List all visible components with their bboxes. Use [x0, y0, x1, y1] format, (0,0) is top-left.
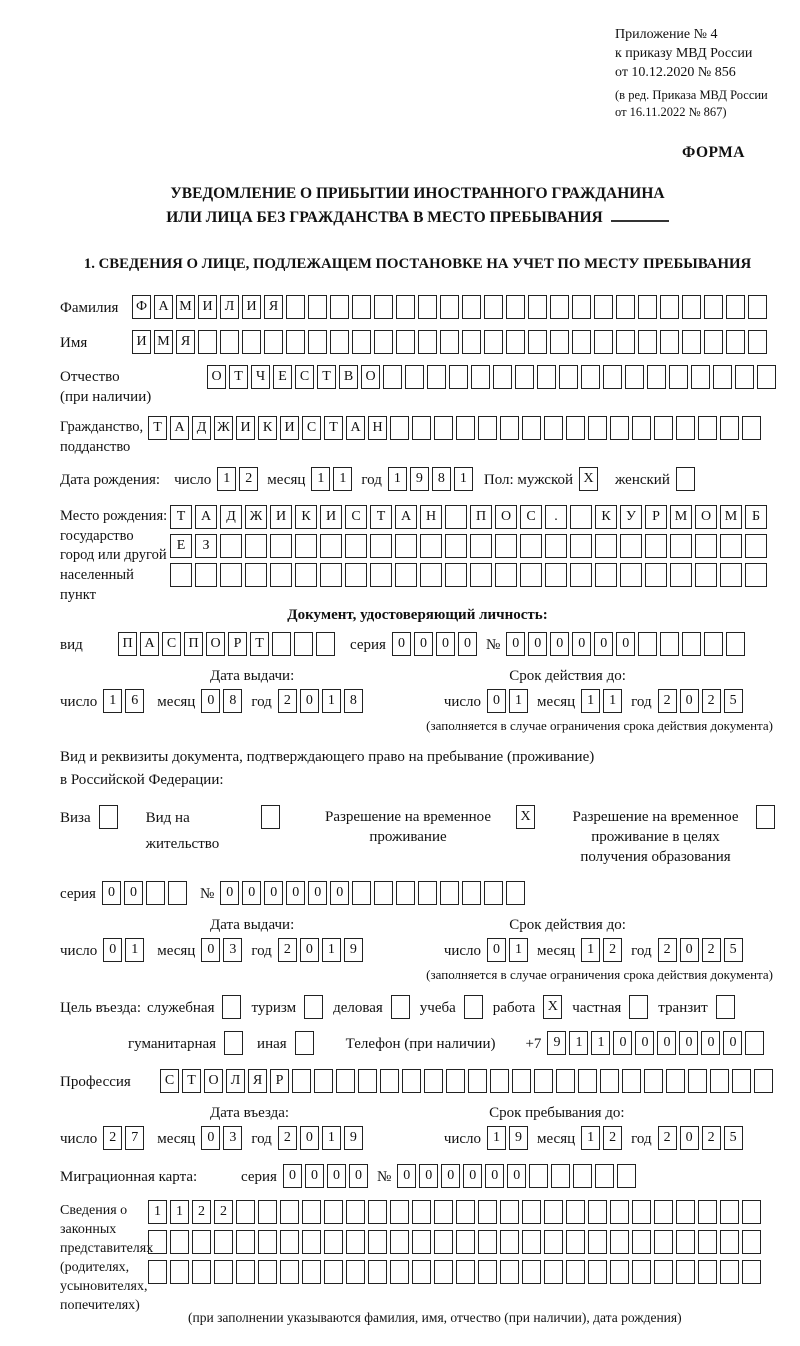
residence-issue-year[interactable]: 2 0 1 9 [278, 938, 366, 962]
sex-female-checkbox[interactable] [676, 467, 698, 491]
purpose-transit-checkbox[interactable] [716, 995, 735, 1019]
doc-number-boxes[interactable]: 0 0 0 0 0 0 [506, 632, 748, 656]
stay-day-label: число [443, 1131, 482, 1148]
temp-residence-checkbox[interactable]: X [516, 805, 535, 829]
doc-type-label: вид [60, 637, 83, 654]
representatives-label-line5: усыновителях, [60, 1278, 148, 1294]
issue-month-label: месяц [157, 694, 196, 711]
migration-number-boxes[interactable]: 0 0 0 0 0 0 [397, 1164, 639, 1188]
birthplace-boxes[interactable] [170, 505, 770, 592]
residence-permit-checkbox[interactable] [261, 805, 280, 829]
purpose-humanitarian [128, 1031, 243, 1057]
firstname-boxes[interactable]: И М Я [132, 330, 770, 354]
entry-day-label: число [60, 1131, 98, 1148]
stay-until-day[interactable]: 1 9 [487, 1126, 531, 1150]
firstname-label: Имя [60, 334, 88, 351]
birthplace-label [60, 505, 170, 605]
birth-year-boxes[interactable]: 1 9 8 1 [388, 467, 476, 491]
purpose-other [257, 1031, 314, 1057]
purpose-business-label: деловая [333, 1000, 383, 1017]
patronymic-label-line2: (при наличии) [60, 388, 152, 405]
representatives-label-line6: попечителях) [60, 1297, 140, 1313]
residence-permit-label: Вид на жительство [145, 809, 220, 852]
birthplace-row-2[interactable]: Е З [170, 534, 770, 558]
representatives-label-line1: Сведения о [60, 1203, 128, 1219]
res-expiry-year-label: год [631, 943, 652, 960]
citizenship-label [60, 416, 148, 457]
birthplace-label-line4: населенный пункт [60, 567, 134, 603]
migration-series-boxes[interactable]: 0 0 0 0 [283, 1164, 371, 1188]
doc-issue-year[interactable]: 2 0 1 8 [278, 689, 366, 713]
purpose-humanitarian-checkbox[interactable] [224, 1031, 243, 1055]
representatives-boxes[interactable] [148, 1200, 764, 1326]
doc-issue-month[interactable]: 0 8 [201, 689, 245, 713]
purpose-humanitarian-label: гуманитарная [128, 1036, 217, 1053]
purpose-label: Цель въезда: [60, 1000, 141, 1017]
res-expiry-month-label: месяц [537, 943, 576, 960]
purpose-work-checkbox[interactable]: X [543, 995, 562, 1019]
citizenship-boxes[interactable]: Т А Д Ж И К И С Т А Н [148, 416, 764, 440]
purpose-study-checkbox[interactable] [464, 995, 483, 1019]
section-1-heading: 1. СВЕДЕНИЯ О ЛИЦЕ, ПОДЛЕЖАЩЕМ ПОСТАНОВКЕ НА УЧЕТ ПО МЕСТУ ПРЕБЫВАНИЯ [83, 255, 752, 272]
birth-day-boxes[interactable]: 1 2 [217, 467, 261, 491]
representatives-row-3[interactable] [148, 1260, 764, 1284]
purpose-tourism-checkbox[interactable] [304, 995, 323, 1019]
temp-residence-option [308, 805, 535, 848]
citizenship-label-line2: подданство [60, 438, 131, 455]
appendix-line: от 10.12.2020 № 856 [615, 64, 736, 80]
representatives-label-line3: представителях [60, 1241, 154, 1257]
residence-series-label: серия [60, 886, 96, 903]
appendix-note-line: от 16.11.2022 № 867) [615, 105, 727, 120]
purpose-transit [658, 995, 734, 1021]
residence-expiry-note: (заполняется в случае ограничения срока действия документа) [426, 967, 773, 983]
patronymic-label-line1: Отчество [60, 368, 120, 385]
residence-doc-intro [60, 746, 775, 793]
purpose-private-checkbox[interactable] [629, 995, 648, 1019]
residence-issue-day[interactable]: 0 1 [103, 938, 147, 962]
stay-year-label: год [631, 1131, 652, 1148]
surname-boxes[interactable]: Ф А М И Л И Я [132, 295, 770, 319]
doc-expiry-note: (заполняется в случае ограничения срока действия документа) [426, 718, 773, 734]
citizenship-label-line1: Гражданство, [60, 419, 144, 436]
residence-permit-option [146, 805, 280, 857]
sex-male-checkbox[interactable]: X [579, 467, 601, 491]
doc-series-boxes[interactable]: 0 0 0 0 [392, 632, 480, 656]
title-line-2 [60, 206, 775, 230]
purpose-private [572, 995, 648, 1021]
doc-issue-heading: Дата выдачи: [210, 668, 295, 685]
purpose-work [493, 995, 563, 1021]
phone-boxes[interactable]: 9 1 1 0 0 0 0 0 0 [547, 1031, 767, 1055]
phone-prefix: +7 [525, 1036, 542, 1053]
visa-option [60, 805, 118, 831]
patronymic-label [60, 365, 207, 408]
representatives-caption: (при заполнении указываются фамилия, имя, отчество (при наличии), дата рождения) [188, 1310, 682, 1326]
purpose-official-checkbox[interactable] [222, 995, 241, 1019]
entry-date-heading: Дата въезда: [210, 1105, 290, 1122]
representatives-label [60, 1200, 154, 1315]
expiry-month-label: месяц [537, 694, 576, 711]
issue-day-label: число [60, 694, 98, 711]
doc-type-boxes[interactable]: П А С П О Р Т [118, 632, 338, 656]
birthdate-label: Дата рождения: [60, 472, 161, 489]
birth-day-label: число [174, 472, 212, 489]
residence-number-boxes[interactable]: 0 0 0 0 0 0 [220, 881, 528, 905]
expiry-day-label: число [443, 694, 482, 711]
purpose-work-label: работа [492, 1000, 536, 1017]
residence-expiry-day[interactable]: 0 1 [487, 938, 531, 962]
residence-intro-line1: Вид и реквизиты документа, подтверждающего право на пребывание (проживание) [60, 749, 595, 766]
purpose-business [333, 995, 410, 1021]
representatives-row-2[interactable] [148, 1230, 764, 1254]
residence-expiry-heading: Срок действия до: [509, 917, 626, 934]
identity-doc-heading: Документ, удостоверяющий личность: [287, 607, 548, 624]
residence-intro-line2: в Российской Федерации: [60, 772, 224, 789]
purpose-official-label: служебная [146, 1000, 215, 1017]
title-underline [611, 208, 669, 222]
representatives-row-1[interactable]: 1 1 2 2 [148, 1200, 764, 1224]
appendix-line: к приказу МВД России [615, 45, 753, 61]
purpose-study-label: учеба [419, 1000, 456, 1017]
profession-boxes[interactable]: С Т О Л Я Р [160, 1069, 776, 1093]
doc-expiry-heading: Срок действия до: [509, 668, 626, 685]
appendix-block [615, 26, 800, 122]
residence-number-label: № [199, 886, 215, 903]
phone-label: Телефон (при наличии) [345, 1036, 496, 1053]
residence-issue-heading: Дата выдачи: [210, 917, 295, 934]
entry-month[interactable]: 0 3 [201, 1126, 245, 1150]
purpose-transit-label: транзит [658, 1000, 708, 1017]
res-issue-month-label: месяц [157, 943, 196, 960]
entry-day[interactable]: 2 7 [103, 1126, 147, 1150]
title-line-2-text: ИЛИ ЛИЦА БЕЗ ГРАЖДАНСТВА В МЕСТО ПРЕБЫВАНИЯ [166, 208, 603, 226]
residence-series-boxes[interactable]: 0 0 [102, 881, 190, 905]
migration-series-label: серия [241, 1169, 277, 1186]
purpose-study [420, 995, 483, 1021]
issue-year-label: год [251, 694, 272, 711]
stay-until-heading: Срок пребывания до: [489, 1105, 625, 1122]
migration-card-label: Миграционная карта: [60, 1169, 198, 1186]
purpose-other-label: иная [257, 1036, 287, 1053]
migration-number-label: № [376, 1169, 392, 1186]
birthplace-label-line1: Место рождения: [60, 508, 168, 525]
stay-until-month[interactable]: 1 2 [581, 1126, 625, 1150]
res-issue-year-label: год [251, 943, 272, 960]
patronymic-boxes[interactable]: О Т Ч Е С Т В О [207, 365, 779, 389]
purpose-business-checkbox[interactable] [391, 995, 410, 1019]
visa-checkbox[interactable] [99, 805, 118, 829]
temp-residence-education-label: Разрешение на временное проживание в целях получения образования [572, 808, 739, 866]
doc-expiry-year[interactable]: 2 0 2 5 [658, 689, 746, 713]
representatives-label-line4: (родителях, [60, 1260, 130, 1276]
visa-label: Виза [60, 809, 91, 826]
purpose-official [147, 995, 242, 1021]
birthplace-label-line3: город или другой [60, 547, 167, 564]
stay-month-label: месяц [537, 1131, 576, 1148]
purpose-tourism-label: туризм [251, 1000, 297, 1017]
doc-series-label: серия [350, 637, 386, 654]
surname-label: Фамилия [60, 299, 119, 316]
doc-issue-day[interactable]: 1 6 [103, 689, 147, 713]
profession-label: Профессия [60, 1074, 131, 1091]
birth-year-label: год [361, 472, 382, 489]
res-expiry-day-label: число [443, 943, 482, 960]
temp-residence-education-option [563, 805, 775, 868]
title-line-1: УВЕДОМЛЕНИЕ О ПРИБЫТИИ ИНОСТРАННОГО ГРАЖДАНИНА [170, 184, 665, 202]
birthplace-row-1[interactable]: Т А Д Ж И К И С Т А Н П О С . К У Р М О М Б [170, 505, 770, 529]
representatives-label-line2: законных [60, 1222, 117, 1238]
birthplace-label-line2: государство [60, 527, 134, 544]
residence-expiry-month[interactable]: 1 2 [581, 938, 625, 962]
res-issue-day-label: число [60, 943, 98, 960]
birth-month-boxes[interactable]: 1 1 [311, 467, 355, 491]
birth-month-label: месяц [267, 472, 306, 489]
doc-number-label: № [485, 637, 501, 654]
purpose-tourism [251, 995, 323, 1021]
residence-issue-month[interactable]: 0 3 [201, 938, 245, 962]
stay-until-year[interactable]: 2 0 2 5 [658, 1126, 746, 1150]
appendix-line: Приложение № 4 [615, 27, 718, 42]
birthplace-row-3[interactable] [170, 563, 770, 587]
doc-expiry-month[interactable]: 1 1 [581, 689, 625, 713]
expiry-year-label: год [631, 694, 652, 711]
entry-year-label: год [251, 1131, 272, 1148]
residence-expiry-year[interactable]: 2 0 2 5 [658, 938, 746, 962]
forma-label: ФОРМА [681, 143, 745, 161]
sex-male-label: Пол: мужской [483, 472, 574, 489]
temp-residence-label: Разрешение на временное проживание [325, 808, 491, 845]
appendix-note-line: (в ред. Приказа МВД России [615, 87, 768, 102]
temp-residence-education-checkbox[interactable] [756, 805, 775, 829]
page-title [60, 182, 775, 230]
doc-expiry-day[interactable]: 0 1 [487, 689, 531, 713]
sex-female-label: женский [615, 472, 670, 489]
entry-month-label: месяц [157, 1131, 196, 1148]
purpose-private-label: частная [572, 1000, 622, 1017]
purpose-other-checkbox[interactable] [295, 1031, 314, 1055]
entry-year[interactable]: 2 0 1 9 [278, 1126, 366, 1150]
